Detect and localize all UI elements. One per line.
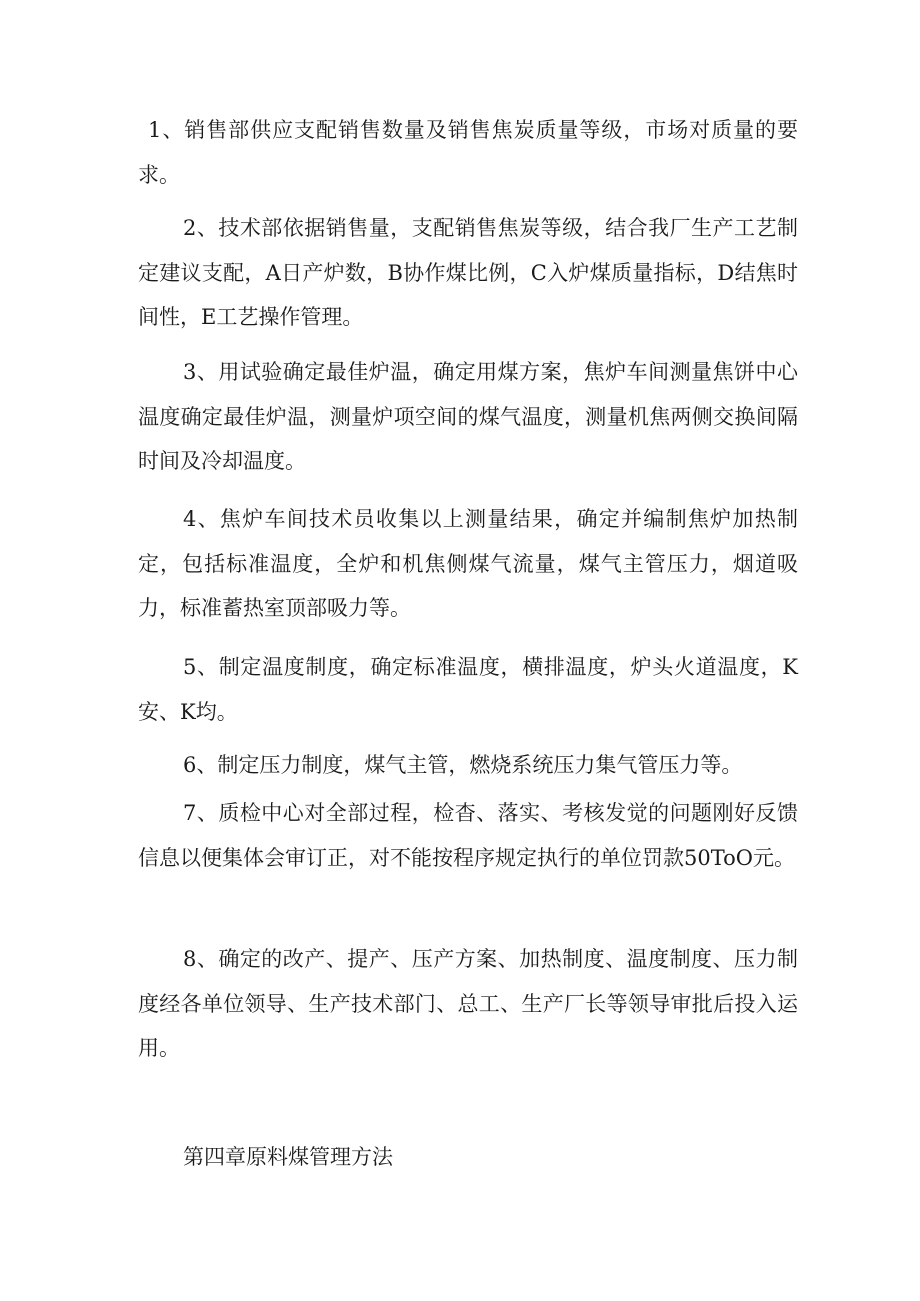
- paragraph-7: 7、质检中心对全部过程，检杳、落实、考核发觉的问题刚好反馈信息以便集体会审订正，对不能按程序规定执行的单位罚款50ToO元。: [138, 801, 798, 870]
- chapter-heading: 第四章原料煤管理方法: [183, 1145, 393, 1169]
- paragraph-3: 3、用试验确定最佳炉温，确定用煤方案，焦炉车间测量焦饼中心温度确定最佳炉温，测量炉项空间的煤气温度，测量机焦两侧交换间隔时间及冷却温度。: [138, 360, 798, 473]
- paragraph-1: 1、销售部供应支配销售数量及销售焦炭质量等级，市场对质量的要求。: [138, 118, 798, 187]
- paragraph-8: 8、确定的改产、提产、压产方案、加热制度、温度制度、压力制度经各单位领导、生产技术部门、总工、生产厂长等领导审批后投入运用。: [138, 947, 798, 1060]
- paragraph-5: 5、制定温度制度，确定标准温度，横排温度，炉头火道温度，K安、K均。: [138, 655, 798, 724]
- paragraph-6: 6、制定压力制度，煤气主管，燃烧系统压力集气管压力等。: [183, 753, 743, 777]
- paragraph-4: 4、焦炉车间技术员收集以上测量结果，确定并编制焦炉加热制定，包括标准温度，全炉和机焦侧煤气流量，煤气主管压力，烟道吸力，标准蓄热室顶部吸力等。: [138, 507, 798, 620]
- paragraph-2: 2、技术部依据销售量，支配销售焦炭等级，结合我厂生产工艺制定建议支配，A日产炉数，B协作煤比例，C入炉煤质量指标，D结焦时间性，E工艺操作管理。: [138, 216, 798, 329]
